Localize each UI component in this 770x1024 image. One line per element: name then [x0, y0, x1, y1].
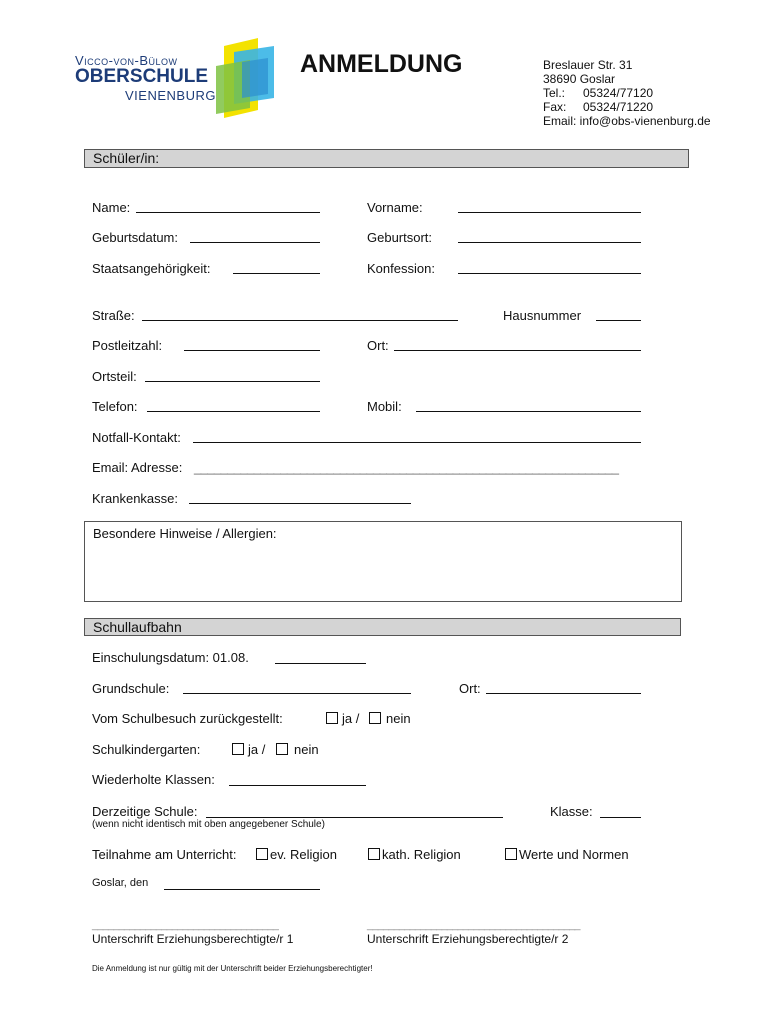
signature-2-line[interactable]: ________________________________________ — [367, 919, 580, 931]
zurueck-label: Vom Schulbesuch zurückgestellt: — [92, 711, 283, 726]
vorname-field[interactable] — [458, 212, 641, 213]
notes-label: Besondere Hinweise / Allergien: — [93, 526, 277, 541]
geburtsort-field[interactable] — [458, 242, 641, 243]
grundschule-ort-label: Ort: — [459, 681, 481, 696]
kindergarten-nein-label: nein — [294, 742, 319, 757]
grundschule-label: Grundschule: — [92, 681, 170, 696]
address-city: 38690 Goslar — [543, 72, 616, 86]
strasse-field[interactable] — [142, 320, 458, 321]
name-label: Name: — [92, 200, 131, 215]
derzeitige-note: (wenn nicht identisch mit oben angegebener Schule) — [92, 819, 325, 830]
postleitzahl-field[interactable] — [184, 350, 320, 351]
ort-field[interactable] — [394, 350, 641, 351]
hausnummer-field[interactable] — [596, 320, 641, 321]
einschulung-label: Einschulungsdatum: 01.08. — [92, 650, 249, 665]
derzeitige-field[interactable] — [206, 817, 503, 818]
address-fax: 05324/71220 — [583, 100, 654, 114]
konfession-field[interactable] — [458, 273, 641, 274]
address-tel: 05324/77120 — [583, 86, 654, 100]
logo-graphic-icon — [208, 38, 284, 120]
logo-line1: Vicco-von-Bülow — [75, 53, 178, 68]
address-street: Breslauer Str. 31 — [543, 58, 633, 72]
address-email: Email: info@obs-vienenburg.de — [543, 114, 711, 128]
ortsteil-field[interactable] — [145, 381, 320, 382]
klasse-label: Klasse: — [550, 804, 593, 819]
mobil-label: Mobil: — [367, 399, 402, 414]
werte-normen-checkbox[interactable] — [505, 848, 517, 860]
krankenkasse-label: Krankenkasse: — [92, 491, 178, 506]
zurueck-nein-label: nein — [386, 711, 411, 726]
teilnahme-label: Teilnahme am Unterricht: — [92, 847, 237, 862]
mobil-field[interactable] — [416, 411, 641, 412]
ortsteil-label: Ortsteil: — [92, 369, 137, 384]
place-label: Goslar, den — [92, 877, 149, 889]
kindergarten-ja-label: ja / — [248, 742, 266, 757]
signature-1-label: Unterschrift Erziehungsberechtigte/r 1 — [92, 932, 294, 946]
address-tel-label: Tel.: — [543, 86, 566, 100]
logo-line3: VIENENBURG — [125, 88, 216, 103]
signature-1-line[interactable]: ___________________________________ — [92, 919, 279, 931]
kath-religion-checkbox[interactable] — [368, 848, 380, 860]
section-header-school: Schullaufbahn — [84, 618, 681, 636]
telefon-field[interactable] — [147, 411, 320, 412]
email-label: Email: Adresse: — [92, 460, 183, 475]
strasse-label: Straße: — [92, 308, 135, 323]
date-field[interactable] — [164, 889, 320, 890]
notes-box[interactable] — [84, 521, 682, 602]
wiederholte-label: Wiederholte Klassen: — [92, 772, 215, 787]
klasse-field[interactable] — [600, 817, 641, 818]
logo-line2: OBERSCHULE — [75, 66, 209, 87]
werte-normen-label: Werte und Normen — [519, 847, 629, 862]
postleitzahl-label: Postleitzahl: — [92, 338, 163, 353]
email-field[interactable]: ________________________________________________________________ — [194, 460, 619, 475]
kindergarten-nein-checkbox[interactable] — [276, 743, 288, 755]
notfall-field[interactable] — [193, 442, 641, 443]
signature-2-label: Unterschrift Erziehungsberechtigte/r 2 — [367, 932, 569, 946]
zurueck-ja-label: ja / — [342, 711, 360, 726]
zurueck-ja-checkbox[interactable] — [326, 712, 338, 724]
zurueck-nein-checkbox[interactable] — [369, 712, 381, 724]
kindergarten-ja-checkbox[interactable] — [232, 743, 244, 755]
konfession-label: Konfession: — [367, 261, 435, 276]
hausnummer-label: Hausnummer — [503, 308, 582, 323]
derzeitige-label: Derzeitige Schule: — [92, 804, 198, 819]
staatsangehoerigkeit-label: Staatsangehörigkeit: — [92, 261, 211, 276]
kath-religion-label: kath. Religion — [382, 847, 461, 862]
section-header-student: Schüler/in: — [84, 149, 689, 168]
kindergarten-label: Schulkindergarten: — [92, 742, 201, 757]
vorname-label: Vorname: — [367, 200, 423, 215]
geburtsdatum-field[interactable] — [190, 242, 320, 243]
wiederholte-field[interactable] — [229, 785, 366, 786]
grundschule-ort-field[interactable] — [486, 693, 641, 694]
footer-note: Die Anmeldung ist nur gültig mit der Unterschrift beider Erziehungsberechtigter! — [92, 964, 373, 973]
address-fax-label: Fax: — [543, 100, 567, 114]
telefon-label: Telefon: — [92, 399, 138, 414]
staatsangehoerigkeit-field[interactable] — [233, 273, 320, 274]
name-field[interactable] — [136, 212, 320, 213]
ev-religion-label: ev. Religion — [270, 847, 337, 862]
grundschule-field[interactable] — [183, 693, 411, 694]
page-title: ANMELDUNG — [300, 50, 463, 78]
einschulung-field[interactable] — [275, 663, 366, 664]
geburtsdatum-label: Geburtsdatum: — [92, 230, 178, 245]
ort-label: Ort: — [367, 338, 389, 353]
krankenkasse-field[interactable] — [189, 503, 411, 504]
geburtsort-label: Geburtsort: — [367, 230, 433, 245]
ev-religion-checkbox[interactable] — [256, 848, 268, 860]
notfall-label: Notfall-Kontakt: — [92, 430, 181, 445]
